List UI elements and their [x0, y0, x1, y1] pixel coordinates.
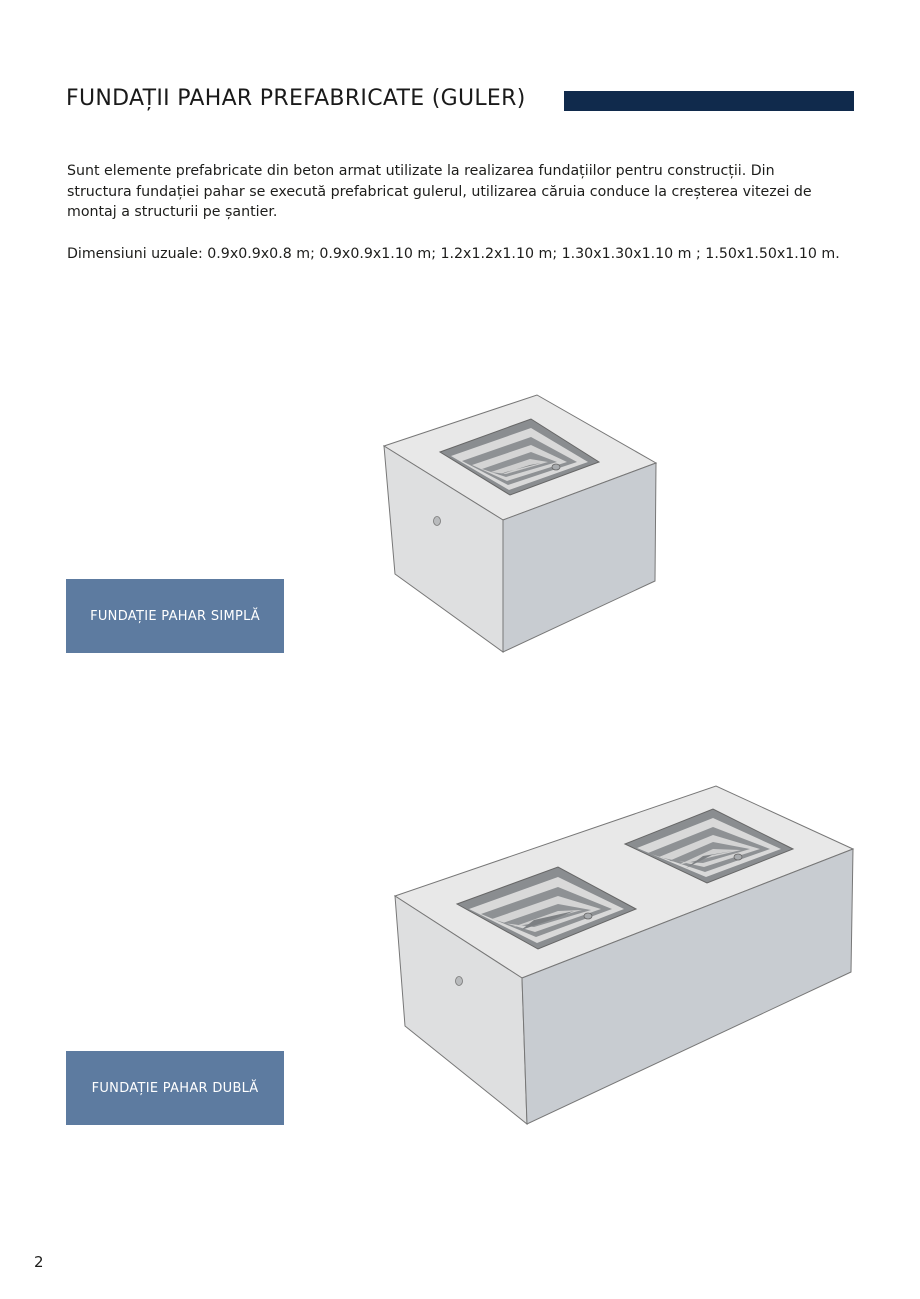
page-title: FUNDAȚII PAHAR PREFABRICATE (GULER) — [66, 86, 526, 111]
title-accent-bar — [564, 91, 854, 111]
double-socket-foundation-image — [385, 780, 865, 1130]
intro-paragraph — [67, 161, 867, 223]
single-socket-foundation-image — [370, 390, 670, 660]
intro-line: montaj a structurii pe șantier. — [67, 204, 278, 220]
simple-foundation-label: FUNDAȚIE PAHAR SIMPLĂ — [66, 579, 284, 653]
intro-line: Sunt elemente prefabricate din beton armat utilizate la realizarea fundațiilor pentru construcții. Din — [67, 163, 775, 179]
double-foundation-label: FUNDAȚIE PAHAR DUBLĂ — [66, 1051, 284, 1125]
intro-line: structura fundației pahar se execută prefabricat gulerul, utilizarea căruia conduce la creșterea vitezei de — [67, 183, 812, 200]
page-number: 2 — [34, 1253, 44, 1271]
dimensions-text: Dimensiuni uzuale: 0.9x0.9x0.8 m; 0.9x0.9x1.10 m; 1.2x1.2x1.10 m; 1.30x1.30x1.10 m ; 1.50x1.50x1.10 m. — [67, 246, 840, 262]
